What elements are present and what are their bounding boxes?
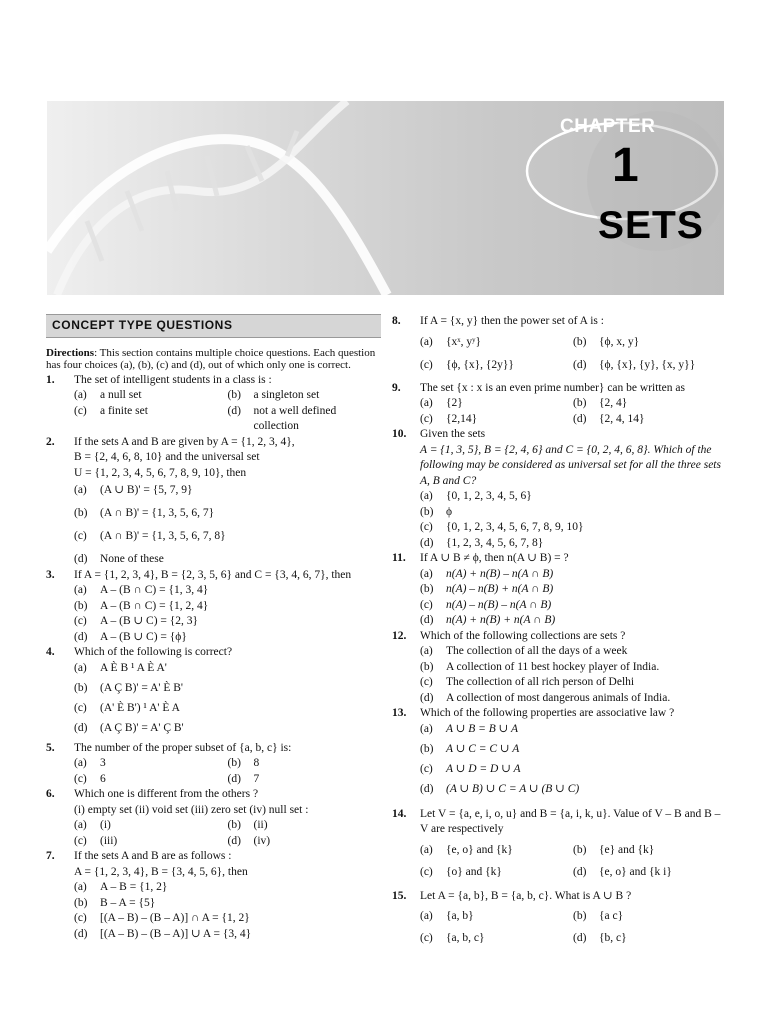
option-text: {1, 2, 3, 4, 5, 6, 7, 8} bbox=[446, 536, 544, 549]
directions bbox=[46, 347, 381, 372]
option-text: A È B ¹ A È A' bbox=[100, 661, 167, 674]
option-label: (d) bbox=[573, 865, 587, 878]
option-text: A ∪ C = C ∪ A bbox=[446, 742, 520, 755]
option-c[interactable] bbox=[420, 412, 573, 428]
option-text: {ϕ, {x}, {2y}} bbox=[446, 358, 514, 371]
option-label: (d) bbox=[227, 834, 241, 847]
option-text: {ϕ, {x}, {y}, {x, y}} bbox=[599, 358, 696, 371]
question-number: 9. bbox=[392, 381, 401, 394]
option-b[interactable] bbox=[74, 681, 381, 701]
option-text: {e, o} and {k i} bbox=[599, 865, 672, 878]
option-label: (a) bbox=[74, 484, 87, 496]
option-text: a null set bbox=[100, 389, 142, 401]
section-heading: CONCEPT TYPE QUESTIONS bbox=[46, 314, 381, 338]
option-text: n(A) – n(B) – n(A ∩ B) bbox=[446, 598, 552, 611]
question-number: 14. bbox=[392, 807, 407, 820]
option-c[interactable] bbox=[74, 614, 381, 630]
option-text: The collection of all rich person of Delhi bbox=[446, 676, 635, 688]
option-a[interactable] bbox=[420, 909, 573, 931]
option-label: (d) bbox=[420, 614, 434, 626]
option-c[interactable] bbox=[74, 772, 228, 788]
question-8 bbox=[392, 314, 726, 381]
question-text: The set of intelligent students in a class is : bbox=[74, 373, 272, 386]
option-text: (A ∩ B)' = {1, 3, 5, 6, 7} bbox=[100, 507, 215, 519]
option-label: (c) bbox=[420, 412, 433, 425]
option-a[interactable] bbox=[74, 661, 381, 681]
option-label: (b) bbox=[74, 681, 88, 694]
question-1 bbox=[46, 373, 381, 435]
option-d[interactable] bbox=[228, 834, 382, 850]
option-text: 6 bbox=[100, 772, 106, 785]
option-b[interactable] bbox=[228, 818, 382, 834]
question-5 bbox=[46, 741, 381, 788]
option-d[interactable] bbox=[573, 931, 726, 953]
option-text: {o} and {k} bbox=[446, 865, 502, 878]
option-label: (c) bbox=[74, 615, 87, 627]
option-label: (c) bbox=[74, 834, 87, 847]
option-label: (b) bbox=[74, 896, 88, 909]
option-d[interactable] bbox=[573, 412, 726, 428]
option-label: (b) bbox=[573, 910, 587, 922]
option-label: (b) bbox=[420, 660, 434, 673]
option-a[interactable] bbox=[74, 818, 228, 834]
option-a[interactable] bbox=[74, 483, 381, 506]
option-c[interactable] bbox=[420, 865, 573, 887]
question-number: 2. bbox=[46, 435, 55, 448]
option-text: {a, b, c} bbox=[446, 932, 485, 944]
question-7 bbox=[46, 849, 381, 942]
option-a[interactable] bbox=[420, 567, 726, 583]
question-line: (i) empty set (ii) void set (iii) zero set (iv) null set : bbox=[74, 803, 309, 816]
option-label: (c) bbox=[420, 932, 433, 944]
option-a[interactable] bbox=[420, 722, 726, 742]
option-label: (a) bbox=[420, 910, 433, 922]
question-3 bbox=[46, 568, 381, 646]
option-text: A ∪ B = B ∪ A bbox=[446, 722, 518, 735]
option-text: (A Ç B)' = A' Ç B' bbox=[100, 721, 184, 734]
option-text: A collection of 11 best hockey player of India. bbox=[446, 660, 660, 673]
option-text: A – (B ∪ C) = {ϕ} bbox=[100, 630, 187, 643]
option-b[interactable] bbox=[420, 582, 726, 598]
option-label: (c) bbox=[420, 521, 433, 533]
option-a[interactable] bbox=[420, 335, 573, 358]
option-b[interactable] bbox=[573, 396, 726, 412]
option-label: (d) bbox=[573, 358, 587, 371]
option-label: (a) bbox=[74, 389, 87, 401]
option-c[interactable] bbox=[420, 358, 573, 381]
question-6 bbox=[46, 787, 381, 849]
question-number: 5. bbox=[46, 741, 55, 754]
question-9 bbox=[392, 381, 726, 428]
option-label: (b) bbox=[227, 757, 241, 769]
option-label: (a) bbox=[420, 722, 433, 735]
option-d[interactable] bbox=[228, 404, 382, 435]
option-label: (c) bbox=[74, 404, 87, 417]
option-c[interactable] bbox=[74, 911, 381, 927]
option-c[interactable] bbox=[74, 529, 381, 552]
question-text: If the sets A and B are given by A = {1, 2, 3, 4}, bbox=[74, 435, 295, 448]
option-text: [(A – B) – (B – A)] ∩ A = {1, 2} bbox=[100, 912, 250, 924]
option-d[interactable] bbox=[420, 536, 726, 552]
question-text: If A = {1, 2, 3, 4}, B = {2, 3, 5, 6} and C = {3, 4, 6, 7}, then bbox=[74, 568, 352, 581]
option-text: 8 bbox=[253, 757, 260, 769]
question-2 bbox=[46, 435, 381, 568]
option-d[interactable] bbox=[74, 552, 381, 568]
question-13 bbox=[392, 706, 726, 802]
option-b[interactable] bbox=[228, 388, 382, 404]
option-label: (d) bbox=[74, 553, 88, 565]
option-text: None of these bbox=[100, 553, 164, 565]
question-15 bbox=[392, 889, 726, 954]
question-number: 3. bbox=[46, 568, 55, 581]
question-12 bbox=[392, 629, 726, 707]
option-label: (a) bbox=[74, 819, 87, 831]
option-text: (A' È B') ¹ A' È A bbox=[100, 701, 180, 714]
option-c[interactable] bbox=[420, 675, 726, 691]
question-line: U = {1, 2, 3, 4, 5, 6, 7, 8, 9, 10}, then bbox=[74, 466, 247, 479]
option-text: (A ∪ B) ∪ C = A ∪ (B ∪ C) bbox=[446, 782, 580, 795]
option-a[interactable] bbox=[74, 583, 381, 599]
option-text: {a c} bbox=[599, 910, 624, 922]
option-label: (d) bbox=[74, 927, 88, 940]
option-a[interactable] bbox=[74, 756, 228, 772]
option-label: (d) bbox=[227, 404, 241, 417]
option-label: (d) bbox=[420, 782, 434, 795]
option-d[interactable] bbox=[420, 691, 726, 707]
question-14 bbox=[392, 807, 726, 887]
option-label: (a) bbox=[420, 567, 433, 580]
option-label: (b) bbox=[573, 843, 587, 856]
option-b[interactable] bbox=[420, 742, 726, 762]
option-label: (a) bbox=[420, 335, 433, 348]
option-text: {2, 4} bbox=[599, 397, 628, 409]
question-text: The set {x : x is an even prime number} can be written as bbox=[420, 381, 685, 394]
option-text: 3 bbox=[100, 757, 106, 769]
option-label: (b) bbox=[573, 397, 587, 409]
question-line: A = {1, 3, 5}, B = {2, 4, 6} and C = {0, 2, 4, 6, 8}. Which of the following may be considered as universal set for all the three sets A, B and C? bbox=[420, 443, 721, 487]
option-label: (d) bbox=[74, 630, 88, 643]
option-label: (a) bbox=[420, 645, 433, 657]
question-text: Which of the following properties are associative law ? bbox=[420, 707, 675, 719]
option-text: (A ∪ B)' = {5, 7, 9} bbox=[100, 484, 193, 496]
option-text: n(A) + n(B) + n(A ∩ B) bbox=[446, 614, 556, 626]
option-text: B – A = {5} bbox=[100, 896, 156, 909]
question-number: 15. bbox=[392, 889, 407, 902]
option-d[interactable] bbox=[74, 927, 381, 943]
option-text: {a, b} bbox=[446, 910, 474, 922]
option-text: A – B = {1, 2} bbox=[100, 881, 168, 893]
question-10 bbox=[392, 427, 726, 551]
option-label: (b) bbox=[420, 505, 434, 518]
option-c[interactable] bbox=[74, 834, 228, 850]
option-a[interactable] bbox=[420, 396, 573, 412]
question-line: B = {2, 4, 6, 8, 10} and the universal set bbox=[74, 451, 260, 463]
question-number: 4. bbox=[46, 646, 55, 658]
option-label: (c) bbox=[420, 865, 433, 878]
option-label: (b) bbox=[74, 599, 88, 612]
option-label: (c) bbox=[420, 358, 433, 371]
option-d[interactable] bbox=[420, 613, 726, 629]
option-label: (d) bbox=[420, 536, 434, 549]
option-a[interactable] bbox=[420, 843, 573, 865]
directions-text: : This section contains multiple choice questions. Each question has four choices (a), (b), (c) and (d), out of which only one is correct. bbox=[46, 346, 376, 371]
option-text: ϕ bbox=[446, 505, 453, 518]
option-d[interactable] bbox=[573, 358, 726, 381]
question-number: 6. bbox=[46, 788, 55, 800]
question-text: Which one is different from the others ? bbox=[74, 788, 259, 800]
option-d[interactable] bbox=[228, 772, 382, 788]
option-text: not a well defined collection bbox=[253, 404, 337, 432]
option-text: (ii) bbox=[253, 819, 268, 831]
option-label: (d) bbox=[573, 932, 587, 944]
option-text: A ∪ D = D ∪ A bbox=[446, 762, 521, 775]
option-text: {2, 4, 14} bbox=[599, 412, 645, 425]
option-d[interactable] bbox=[420, 782, 726, 802]
question-text: Which of the following collections are sets ? bbox=[420, 629, 626, 642]
option-b[interactable] bbox=[74, 599, 381, 615]
option-text: a singleton set bbox=[253, 389, 320, 401]
option-text: {e} and {k} bbox=[599, 843, 655, 856]
option-label: (c) bbox=[74, 530, 87, 542]
option-text: (A Ç B)' = A' È B' bbox=[100, 681, 183, 694]
option-text: a finite set bbox=[100, 404, 148, 417]
option-b[interactable] bbox=[74, 896, 381, 912]
option-label: (b) bbox=[227, 389, 241, 401]
option-label: (a) bbox=[74, 584, 87, 596]
option-text: [(A – B) – (B – A)] ∪ A = {3, 4} bbox=[100, 927, 252, 940]
option-c[interactable] bbox=[420, 762, 726, 782]
question-text: If the sets A and B are as follows : bbox=[74, 850, 232, 862]
question-line: A = {1, 2, 3, 4}, B = {3, 4, 5, 6}, then bbox=[74, 865, 248, 878]
option-text: 7 bbox=[253, 772, 260, 785]
option-text: (iii) bbox=[100, 834, 118, 847]
option-b[interactable] bbox=[420, 660, 726, 676]
question-number: 13. bbox=[392, 707, 407, 719]
option-label: (b) bbox=[420, 583, 434, 595]
option-text: {2,14} bbox=[446, 412, 478, 425]
option-label: (c) bbox=[74, 772, 87, 785]
question-number: 12. bbox=[392, 629, 407, 642]
option-text: n(A) + n(B) – n(A ∩ B) bbox=[446, 567, 554, 580]
option-label: (c) bbox=[420, 762, 433, 775]
question-number: 7. bbox=[46, 850, 55, 862]
option-d[interactable] bbox=[74, 721, 381, 741]
directions-label: Directions bbox=[46, 346, 95, 359]
option-text: {0, 1, 2, 3, 4, 5, 6} bbox=[446, 490, 532, 502]
option-d[interactable] bbox=[74, 630, 381, 646]
right-column bbox=[392, 314, 726, 953]
option-c[interactable] bbox=[74, 404, 228, 435]
option-label: (a) bbox=[74, 757, 87, 769]
chapter-title: SETS bbox=[598, 204, 704, 247]
option-c[interactable] bbox=[420, 931, 573, 953]
option-a[interactable] bbox=[74, 388, 228, 404]
option-text: {ϕ, x, y} bbox=[599, 335, 640, 348]
option-b[interactable] bbox=[573, 843, 726, 865]
option-label: (a) bbox=[420, 843, 433, 856]
option-label: (c) bbox=[420, 676, 433, 688]
option-c[interactable] bbox=[74, 701, 381, 721]
option-label: (c) bbox=[74, 701, 87, 714]
option-label: (c) bbox=[74, 912, 87, 924]
option-label: (a) bbox=[74, 881, 87, 893]
option-text: A collection of most dangerous animals of India. bbox=[446, 691, 671, 704]
question-text: Which of the following is correct? bbox=[74, 646, 233, 658]
option-label: (d) bbox=[573, 412, 587, 425]
option-b[interactable] bbox=[573, 909, 726, 931]
option-a[interactable] bbox=[74, 880, 381, 896]
option-label: (d) bbox=[420, 691, 434, 704]
option-a[interactable] bbox=[420, 489, 726, 505]
option-text: {xˣ, yʸ} bbox=[446, 335, 482, 348]
option-a[interactable] bbox=[420, 644, 726, 660]
option-label: (b) bbox=[573, 335, 587, 348]
question-text: If A ∪ B ≠ ϕ, then n(A ∪ B) = ? bbox=[420, 552, 569, 564]
option-text: A – (B ∪ C) = {2, 3} bbox=[100, 615, 199, 627]
option-c[interactable] bbox=[420, 520, 726, 536]
question-text: If A = {x, y} then the power set of A is : bbox=[420, 315, 604, 327]
option-b[interactable] bbox=[228, 756, 382, 772]
question-text: Let V = {a, e, i, o, u} and B = {a, i, k, u}. Value of V – B and B – V are respectively bbox=[420, 807, 721, 835]
option-text: {b, c} bbox=[599, 932, 627, 944]
option-text: (iv) bbox=[253, 834, 271, 847]
question-text: The number of the proper subset of {a, b, c} is: bbox=[74, 741, 292, 754]
question-number: 11. bbox=[392, 552, 406, 564]
chapter-number: 1 bbox=[612, 139, 639, 192]
option-text: The collection of all the days of a week bbox=[446, 645, 628, 657]
question-11 bbox=[392, 551, 726, 629]
question-number: 10. bbox=[392, 428, 407, 440]
option-text: {0, 1, 2, 3, 4, 5, 6, 7, 8, 9, 10} bbox=[446, 521, 584, 533]
option-label: (c) bbox=[420, 598, 433, 611]
question-number: 8. bbox=[392, 315, 401, 327]
option-label: (a) bbox=[420, 490, 433, 502]
option-b[interactable] bbox=[74, 506, 381, 529]
option-text: n(A) – n(B) + n(A ∩ B) bbox=[446, 583, 554, 595]
option-c[interactable] bbox=[420, 598, 726, 614]
option-text: {e, o} and {k} bbox=[446, 843, 513, 856]
option-d[interactable] bbox=[573, 865, 726, 887]
option-label: (d) bbox=[74, 721, 88, 734]
question-number: 1. bbox=[46, 373, 55, 386]
option-label: (a) bbox=[74, 661, 87, 674]
option-text: (A ∩ B)' = {1, 3, 5, 6, 7, 8} bbox=[100, 530, 226, 542]
option-text: (i) bbox=[100, 819, 111, 831]
option-label: (b) bbox=[227, 819, 241, 831]
option-text: {2} bbox=[446, 397, 463, 409]
option-label: (d) bbox=[227, 772, 241, 785]
question-4 bbox=[46, 645, 381, 741]
option-label: (b) bbox=[420, 742, 434, 755]
question-text: Given the sets bbox=[420, 428, 486, 440]
option-b[interactable] bbox=[420, 505, 726, 521]
chapter-label: CHAPTER bbox=[560, 116, 656, 137]
option-label: (a) bbox=[420, 397, 433, 409]
option-text: A – (B ∩ C) = {1, 3, 4} bbox=[100, 584, 209, 596]
question-text: Let A = {a, b}, B = {a, b, c}. What is A ∪ B ? bbox=[420, 889, 632, 902]
option-text: A – (B ∩ C) = {1, 2, 4} bbox=[100, 599, 209, 612]
option-label: (b) bbox=[74, 507, 88, 519]
option-b[interactable] bbox=[573, 335, 726, 358]
left-column bbox=[46, 314, 381, 942]
